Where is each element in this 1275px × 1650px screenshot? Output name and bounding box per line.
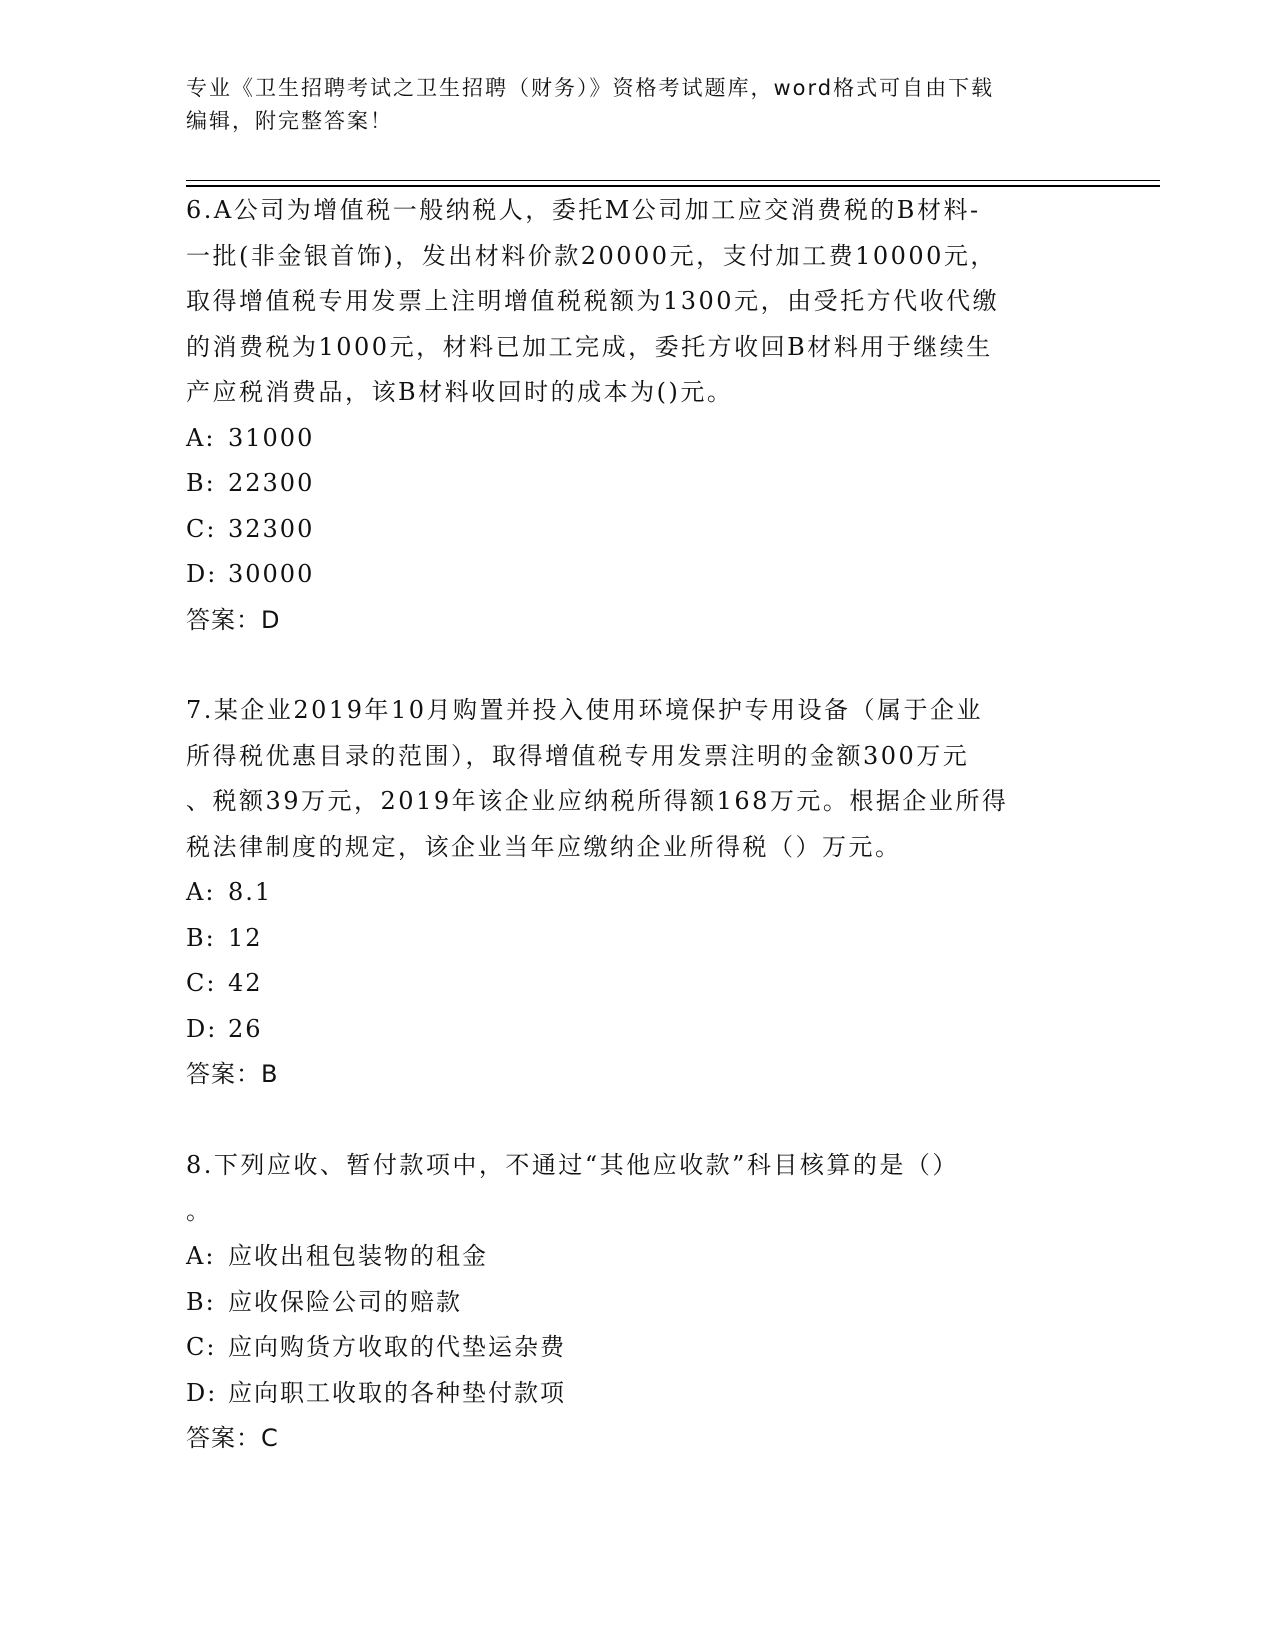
stem-line: 一批(非金银首饰)，发出材料价款20000元，支付加工费10000元，: [186, 241, 997, 270]
option-key: B:: [186, 469, 216, 497]
option-text: 应收出租包装物的租金: [228, 1242, 488, 1270]
document-header: [186, 72, 1086, 138]
option-text: 42: [228, 969, 263, 997]
answer-line: 答案：B: [186, 1060, 279, 1088]
question-8: [186, 1143, 1086, 1462]
option-b: [186, 1280, 1086, 1326]
option-text: 22300: [228, 469, 315, 497]
option-key: B:: [186, 1287, 216, 1316]
header-line-1: 专业《卫生招聘考试之卫生招聘（财务）》资格考试题库，word格式可自由下载: [186, 76, 995, 100]
option-b: [186, 916, 1086, 962]
option-text: 应向职工收取的各种垫付款项: [228, 1378, 566, 1407]
option-b: [186, 461, 1086, 507]
header-line-2: 编辑，附完整答案！: [186, 109, 393, 133]
stem-line: 税法律制度的规定，该企业当年应缴纳企业所得税（）万元。: [186, 832, 902, 861]
answer-line: 答案：D: [186, 605, 281, 634]
option-key: B:: [186, 923, 216, 952]
stem-line: 、税额39万元，2019年该企业应纳税所得额168万元。根据企业所得: [186, 787, 1009, 815]
option-a: [186, 870, 1086, 916]
option-key: A:: [186, 423, 216, 452]
option-d: [186, 1371, 1086, 1417]
stem-line: 取得增值税专用发票上注明增值税税额为1300元，由受托方代收代缴: [186, 287, 1000, 315]
option-key: C:: [186, 969, 217, 997]
stem-line: 8.下列应收、暂付款项中，不通过“其他应收款”科目核算的是（）: [186, 1151, 959, 1179]
option-text: 12: [228, 923, 263, 952]
option-key: C:: [186, 1333, 217, 1361]
stem-line: 的消费税为1000元，材料已加工完成，委托方收回B材料用于继续生: [186, 332, 993, 361]
option-c: [186, 1325, 1086, 1371]
answer-line: 答案：C: [186, 1424, 279, 1452]
option-c: [186, 961, 1086, 1007]
question-6: [186, 188, 1086, 643]
option-text: 32300: [228, 514, 315, 543]
question-stem: [186, 688, 1086, 870]
option-key: D:: [186, 1378, 218, 1407]
question-stem: [186, 188, 1086, 416]
stem-line: 产应税消费品，该B材料收回时的成本为()元。: [186, 378, 734, 406]
option-key: D:: [186, 1014, 218, 1043]
option-text: 31000: [228, 423, 315, 452]
stem-line: 。: [186, 1196, 213, 1225]
option-text: 8.1: [228, 878, 273, 906]
option-text: 应向购货方收取的代垫运杂费: [228, 1333, 566, 1361]
option-key: D:: [186, 560, 218, 588]
header-divider-thick: [186, 185, 1160, 187]
stem-line: 6.A公司为增值税一般纳税人，委托M公司加工应交消费税的B材料-: [186, 196, 981, 224]
option-text: 26: [228, 1014, 263, 1043]
header-divider-thin: [186, 180, 1160, 181]
option-d: [186, 1007, 1086, 1053]
option-key: C:: [186, 514, 217, 543]
option-text: 应收保险公司的赔款: [228, 1287, 462, 1316]
question-stem: [186, 1143, 1086, 1234]
option-c: [186, 507, 1086, 553]
option-key: A:: [186, 878, 216, 906]
option-d: [186, 552, 1086, 598]
question-7: [186, 688, 1086, 1098]
stem-line: 所得税优惠目录的范围），取得增值税专用发票注明的金额300万元: [186, 741, 970, 770]
option-a: [186, 416, 1086, 462]
option-text: 30000: [228, 560, 315, 588]
option-key: A:: [186, 1242, 216, 1270]
option-a: [186, 1234, 1086, 1280]
stem-line: 7.某企业2019年10月购置并投入使用环境保护专用设备（属于企业: [186, 696, 984, 724]
